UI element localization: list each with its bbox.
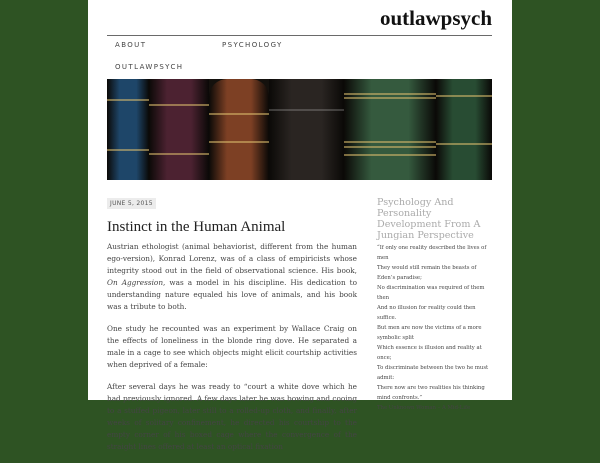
nav-item-psychology[interactable]: PSYCHOLOGY <box>222 41 283 49</box>
header-divider <box>107 35 492 36</box>
site-title[interactable]: outlawpsych <box>379 6 492 30</box>
header-banner-image <box>107 79 492 180</box>
post-paragraph: After several days he was ready to “court a white dove which he had previously ignored. A few days later he was bowing and cooing to a stuffed pigeon, later still to a rolled-up cloth, and finally, after weeks of solitary confinement, he directed his courtship to the empty corner of his boxed cage where the convergence of the straight lines offered at least an optical fixation <box>107 382 357 451</box>
banner-book-spine <box>269 79 344 180</box>
banner-book-spine <box>436 79 492 180</box>
page <box>88 0 512 451</box>
sidebar-widget-title[interactable]: Psychology And Personality Development From A Jungian Perspective <box>377 197 481 241</box>
poem-line: once; <box>377 355 392 361</box>
post-title[interactable]: Instinct in the Human Animal <box>107 219 286 235</box>
poem-line: “If only one reality described the lives of <box>377 245 487 251</box>
post-body <box>107 241 357 463</box>
poem-line: And no illusion for reality could then <box>377 305 476 311</box>
post-date[interactable]: JUNE 5, 2015 <box>107 198 156 209</box>
post-paragraph: Austrian ethologist (animal behaviorist, different from the human ego-version), Konrad Lorenz, was of a class of empiricists whose integrity stood out in the field of observational science. His book, On Aggression, was a model in his discipline. His dedication to understanding nature equaled his love of animals, and his book was a tribute to both. <box>107 242 357 311</box>
main-nav <box>115 41 495 81</box>
poem-line: symbolic split <box>377 335 414 341</box>
banner-book-spine <box>344 79 436 180</box>
poem-line: mind confronts.” <box>377 395 423 401</box>
banner-book-spine <box>107 79 149 180</box>
poem-line: Which essence is illusion and reality at <box>377 345 482 351</box>
sidebar <box>377 197 494 413</box>
poem-line: Eden’s paradise; <box>377 275 422 281</box>
poem-line: There now are two realities his thinking <box>377 385 485 391</box>
book-title: On Aggression <box>107 278 164 287</box>
poem-line: then <box>377 295 390 301</box>
poem-line: No discrimination was required of them <box>377 285 485 291</box>
poem-line: suffice. <box>377 315 397 321</box>
nav-item-outlawpsych[interactable]: OUTLAWPSYCH <box>115 63 184 71</box>
poem-line: admit: <box>377 375 395 381</box>
sidebar-post-link[interactable]: The Unknown Woman – A Mid-Life <box>377 405 471 411</box>
poem-line: But men are now the victims of a more <box>377 325 482 331</box>
poem-line: To discriminate between the two he must <box>377 365 489 371</box>
post-paragraph: One study he recounted was an experiment by Wallace Craig on the effects of loneliness in the blonde ring dove. He separated a male in a cage to see which objects might elicit courtship activities when deprived of a female: <box>107 324 357 369</box>
sidebar-poem <box>377 243 494 413</box>
banner-book-spine <box>149 79 209 180</box>
poem-line: They would still remain the beasts of <box>377 265 477 271</box>
banner-book-spine <box>209 79 269 180</box>
nav-item-about[interactable]: ABOUT <box>115 41 147 49</box>
poem-line: men <box>377 255 389 261</box>
